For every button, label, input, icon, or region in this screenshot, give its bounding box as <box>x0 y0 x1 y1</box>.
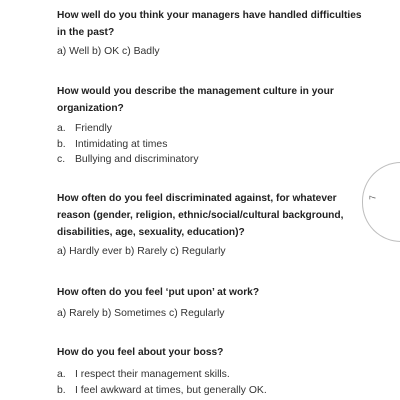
list-item: a. Friendly <box>57 123 112 134</box>
list-item: a. I respect their management skills. <box>57 369 230 380</box>
question-3: How often do you feel discriminated against, for whatever reason (gender, religion, ethnic/social/cultural background, disabilities, age, sexuality, education)? <box>57 193 344 238</box>
question-2-options <box>57 121 199 168</box>
question-5-options <box>57 367 267 398</box>
list-item: b. I feel awkward at times, but generally OK. <box>57 384 267 396</box>
question-4-answers: a) Rarely b) Sometimes c) Regularly <box>57 308 225 319</box>
page-number: 7 <box>368 195 378 200</box>
question-2: How would you describe the management culture in your organization? <box>57 86 334 114</box>
question-4: How often do you feel ‘put upon’ at work? <box>57 287 260 298</box>
page-tab <box>362 162 400 242</box>
question-1-answers: a) Well b) OK c) Badly <box>57 46 160 57</box>
question-3-answers: a) Hardly ever b) Rarely c) Regularly <box>57 246 226 257</box>
list-item: b. Intimidating at times <box>57 138 168 150</box>
question-1: How well do you think your managers have handled difficulties in the past? <box>57 10 362 38</box>
list-item: c. Bullying and discriminatory <box>57 154 199 165</box>
question-5: How do you feel about your boss? <box>57 347 224 358</box>
